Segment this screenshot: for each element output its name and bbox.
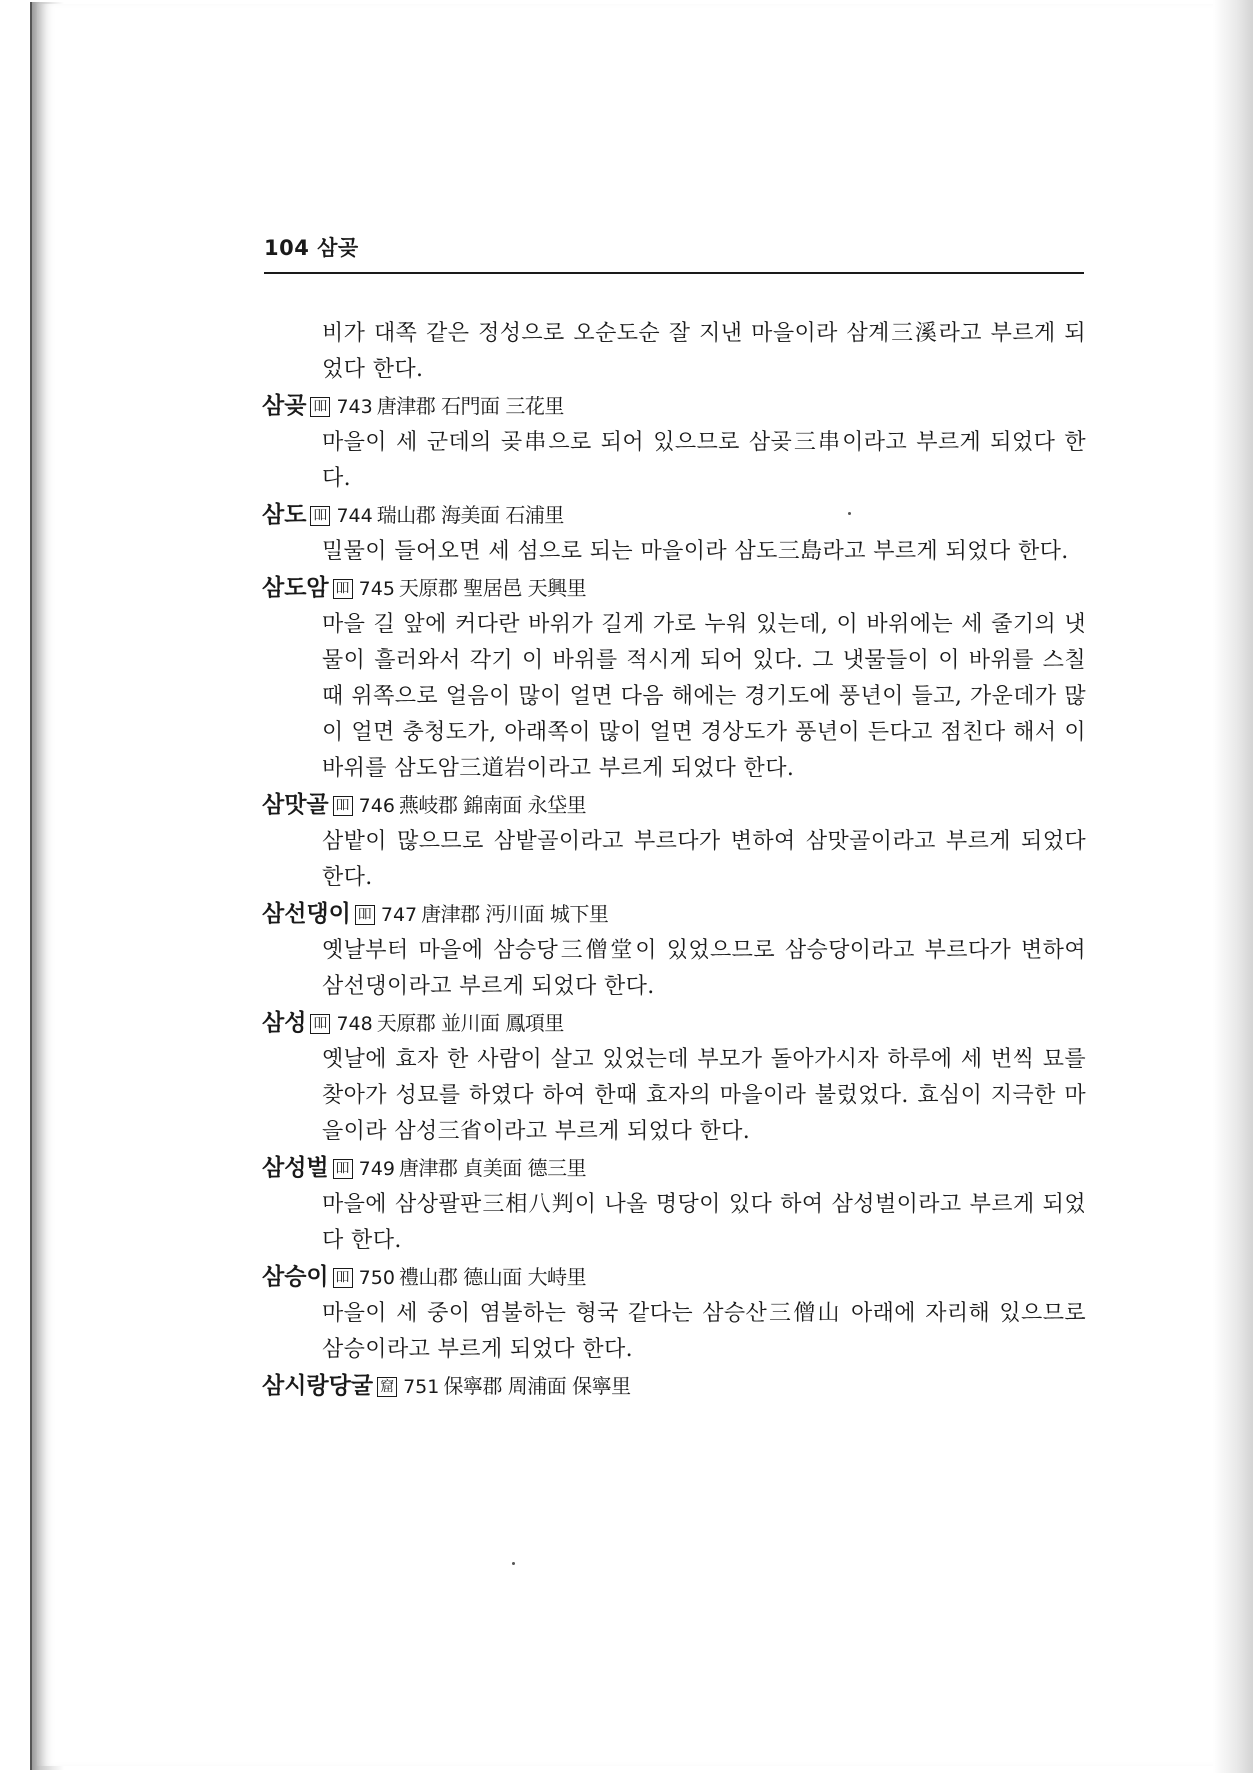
entry-place: 保寧郡 周浦面 保寧里 [443,1374,631,1398]
entry-type-mark: 吅 [333,579,353,599]
scan-speck [848,512,851,515]
page-header [264,228,1084,274]
entry [262,497,1086,570]
entry-number: 744 [336,505,373,527]
book-spine-edge [30,2,32,1770]
entry-heading [262,1259,1086,1296]
entry-type-mark: 吅 [310,397,330,417]
entry-place: 唐津郡 貞美面 德三里 [398,1156,587,1180]
entry-type-mark: 吅 [333,796,353,816]
entry [262,570,1086,787]
entry-text: 옛날에 효자 한 사람이 살고 있었는데 부모가 돌아가시자 하루에 세 번씩 묘를 찾아가 성묘를 하였다 하여 한때 효자의 마을이라 불렀었다. 효심이 지극한 마을이라 삼성三省이라고 부르게 되었다 한다. [322,1047,1086,1144]
entry-heading [262,497,1086,534]
entry-text: 마을이 세 중이 염불하는 형국 같다는 삼승산三僧山 아래에 자리해 있으므로 삼승이라고 부르게 되었다 한다. [322,1301,1086,1362]
entry-name: 삼시랑당굴 [262,1373,374,1399]
entry-type-mark: 吅 [333,1159,353,1179]
entry-number: 750 [358,1267,395,1289]
continuation-text: 비가 대쪽 같은 정성으로 오순도순 잘 지낸 마을이라 삼계三溪라고 부르게 되었다 한다. [322,321,1086,382]
entry [262,896,1086,1005]
entry-place: 唐津郡 石門面 三花里 [376,394,564,418]
entry-number: 743 [336,396,373,418]
entry [262,1005,1086,1150]
entry-number: 751 [403,1376,440,1398]
entry-heading [262,896,1086,933]
entry-text: 마을 길 앞에 커다란 바위가 길게 가로 누워 있는데, 이 바위에는 세 줄기의 냇물이 흘러와서 각기 이 바위를 적시게 되어 있다. 그 냇물들이 이 바위를 스칠 때 위쪽으로 얼음이 많이 얼면 다음 해에는 경기도에 풍년이 들고, 가운데가 많이 얼면 충청도가, 아래쪽이 많이 얼면 경상도가 풍년이 든다고 점친다 해서 이 바위를 삼도암三道岩이라고 부르게 되었다 한다. [322,612,1086,781]
entry [262,1150,1086,1259]
entry-name: 삼맛골 [262,792,329,818]
entry-text: 삼밭이 많으므로 삼밭골이라고 부르다가 변하여 삼맛골이라고 부르게 되었다 한다. [322,829,1086,890]
entry-heading [262,570,1086,607]
entry-number: 747 [380,904,418,926]
entry-text: 마을이 세 군데의 곶串으로 되어 있으므로 삼곶三串이라고 부르게 되었다 한다. [322,430,1086,491]
entry-name: 삼승이 [262,1264,329,1290]
entry-type-mark: 吅 [310,1014,330,1034]
dictionary-content [262,316,1086,1405]
entry [262,1259,1086,1368]
scan-speck [512,1562,515,1565]
entry [262,1368,1086,1405]
entry-text: 마을에 삼상팔판三相八判이 나올 명당이 있다 하여 삼성벌이라고 부르게 되었다 한다. [322,1192,1086,1253]
entry-number: 748 [336,1013,373,1035]
entry-heading [262,1368,1086,1405]
entry-type-mark: 窟 [377,1377,397,1397]
entry-place: 瑞山郡 海美面 石浦里 [376,503,564,527]
entry [262,388,1086,497]
entry-place: 禮山郡 德山面 大峙里 [398,1265,587,1289]
entry [262,787,1086,896]
entry-name: 삼성 [262,1010,307,1036]
entry-type-mark: 吅 [310,506,330,526]
entry-place: 天原郡 聖居邑 天興里 [398,576,587,600]
entry-name: 삼도암 [262,575,329,601]
entry-name: 삼선댕이 [262,901,351,927]
entry-heading [262,1005,1086,1042]
entry-place: 唐津郡 沔川面 城下里 [421,902,609,926]
entry-heading [262,388,1086,425]
entry-text: 옛날부터 마을에 삼승당三僧堂이 있었으므로 삼승당이라고 부르다가 변하여 삼선댕이라고 부르게 되었다 한다. [322,938,1086,999]
entry-type-mark: 吅 [355,905,375,925]
entry-name: 삼도 [262,502,307,528]
page-edge-shadow [1213,0,1253,1773]
entry-number: 746 [358,795,395,817]
entry-number: 745 [358,578,395,600]
page-header-text: 104 삼곶 [264,236,359,260]
entry-name: 삼성벌 [262,1155,329,1181]
entry-heading [262,787,1086,824]
entry-heading [262,1150,1086,1187]
entry-place: 天原郡 並川面 鳳項里 [376,1011,564,1035]
entry-place: 燕岐郡 錦南面 永垈里 [398,793,587,817]
entry-type-mark: 吅 [333,1268,353,1288]
entry-name: 삼곶 [262,393,307,419]
entry-number: 749 [358,1158,395,1180]
entry-text: 밀물이 들어오면 세 섬으로 되는 마을이라 삼도三島라고 부르게 되었다 한다. [322,539,1069,564]
